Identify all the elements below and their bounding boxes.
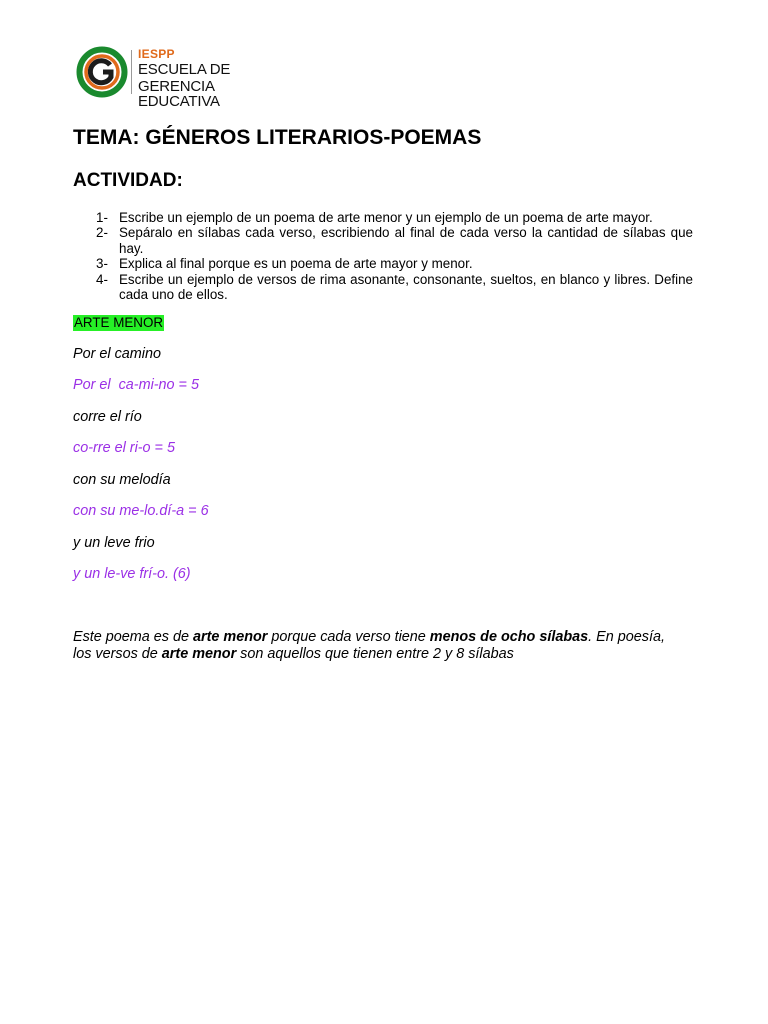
activity-heading: ACTIVIDAD:: [73, 170, 183, 191]
task-text: Explica al final porque es un poema de arte mayor y menor.: [119, 256, 473, 272]
verse-syllables: Por el ca-mi-no = 5: [73, 377, 199, 393]
logo-text: [138, 48, 296, 109]
task-number: 3-: [96, 256, 108, 272]
expl-bold: menos de ocho sílabas: [429, 629, 589, 645]
task-text: Escribe un ejemplo de versos de rima asonante, consonante, sueltos, en blanco y libres. Define cada uno de ellos.: [119, 271, 693, 303]
task-item: [96, 272, 693, 303]
ge-logo-mark-icon: [76, 46, 128, 98]
task-item: [96, 225, 693, 256]
task-text: Sepáralo en sílabas cada verso, escribiendo al final de cada verso la cantidad de sílabas que hay.: [119, 225, 693, 256]
logo-acronym: IESPP: [138, 47, 175, 61]
task-number: 1-: [96, 210, 108, 225]
task-item: [96, 210, 693, 225]
poem-verse: y un leve frio: [73, 535, 155, 551]
poem-verse: corre el río: [73, 409, 142, 425]
logo-line-1: ESCUELA DE: [138, 61, 231, 78]
poem-verse: con su melodía: [73, 472, 171, 488]
verse-syllables: con su me-lo.dí-a = 6: [73, 503, 209, 519]
expl-text: porque cada verso tiene: [267, 629, 430, 645]
poem-verse: Por el camino: [73, 346, 161, 362]
expl-text: . En poesía, los versos de: [73, 629, 665, 662]
expl-bold: arte menor: [193, 629, 268, 645]
school-logo: [76, 46, 296, 110]
task-text: Escribe un ejemplo de un poema de arte menor y un ejemplo de un poema de arte mayor.: [119, 210, 653, 225]
expl-text: Este poema es de: [73, 629, 193, 645]
logo-line-2: GERENCIA EDUCATIVA: [138, 78, 220, 110]
verse-syllables: y un le-ve frí-o. (6): [73, 566, 191, 582]
section-label-arte-menor: ARTE MENOR: [74, 315, 164, 330]
task-item: [96, 256, 693, 271]
logo-divider: [131, 50, 132, 94]
task-number: 2-: [96, 225, 108, 241]
task-list: [96, 210, 693, 302]
expl-text: son aquellos que tienen entre 2 y 8 sílabas: [236, 646, 514, 662]
verse-syllables: co-rre el ri-o = 5: [73, 440, 175, 456]
task-number: 4-: [96, 271, 108, 287]
page-title: TEMA: GÉNEROS LITERARIOS-POEMAS: [73, 126, 482, 149]
expl-bold: arte menor: [161, 646, 237, 662]
explanation-paragraph: [73, 629, 673, 663]
